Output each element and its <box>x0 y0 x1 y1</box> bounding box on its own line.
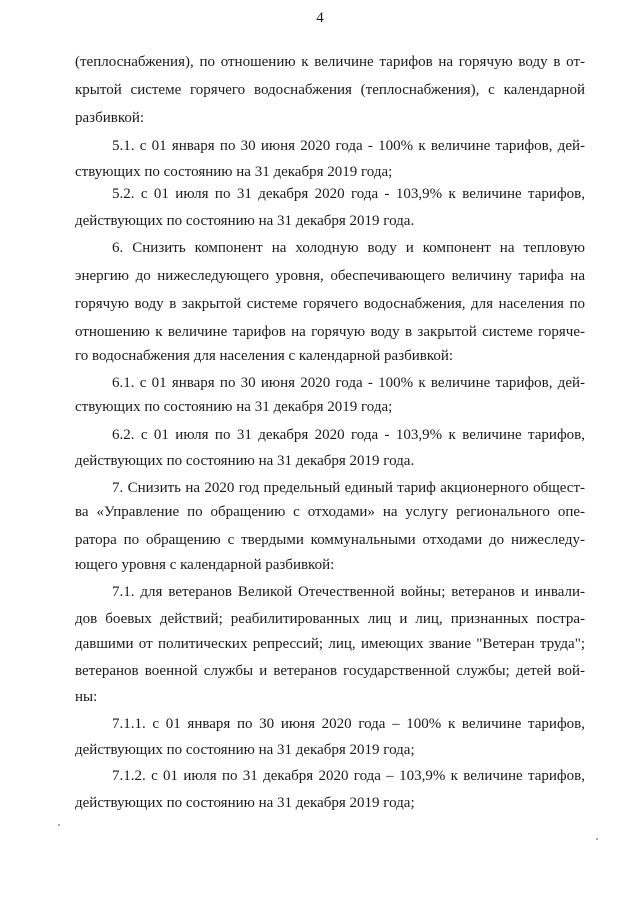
text-line: ва «Управление по обращению с отходами» на услугу регионального опе- <box>75 504 585 520</box>
text-line: 7. Снизить на 2020 год предельный единый тариф акционерного общест- <box>112 480 585 496</box>
text-line: ратора по обращению с твердыми коммунальными отходами до нижеследу- <box>75 532 585 548</box>
text-line: ющего уровня с календарной разбивкой: <box>75 557 335 573</box>
text-line: энергию до нижеследующего уровня, обеспечивающего величину тарифа на <box>75 268 585 284</box>
text-line: 5.1. с 01 января по 30 июня 2020 года - 100% к величине тарифов, дей- <box>112 138 585 154</box>
text-line: ствующих по состоянию на 31 декабря 2019 года; <box>75 399 393 415</box>
text-line: ны: <box>75 689 98 705</box>
text-line: действующих по состоянию на 31 декабря 2019 года. <box>75 213 415 229</box>
text-line: го водоснабжения для населения с календарной разбивкой: <box>75 348 454 364</box>
text-line: разбивкой: <box>75 110 145 126</box>
text-line: отношению к величине тарифов на горячую воду в закрытой системе горяче- <box>75 324 585 340</box>
text-line: 7.1.1. с 01 января по 30 июня 2020 года – 100% к величине тарифов, <box>112 716 585 732</box>
text-line: 7.1. для ветеранов Великой Отечественной войны; ветеранов и инвали- <box>112 584 585 600</box>
page-number: 4 <box>316 10 324 26</box>
text-line: 6. Снизить компонент на холодную воду и компонент на тепловую <box>112 240 585 256</box>
text-line: 6.2. с 01 июля по 31 декабря 2020 года - 103,9% к величине тарифов, <box>112 427 585 443</box>
text-line: крытой системе горячего водоснабжения (теплоснабжения), с календарной <box>75 82 585 98</box>
text-line: 7.1.2. с 01 июля по 31 декабря 2020 года – 103,9% к величине тарифов, <box>112 768 585 784</box>
scan-speck <box>58 824 60 826</box>
text-line: дов боевых действий; реабилитированных лиц и лиц, признанных постра- <box>75 611 585 627</box>
scan-speck <box>596 838 598 840</box>
text-line: 6.1. с 01 января по 30 июня 2020 года - 100% к величине тарифов, дей- <box>112 375 585 391</box>
text-line: (теплоснабжения), по отношению к величине тарифов на горячую воду в от- <box>75 54 585 70</box>
text-line: 5.2. с 01 июля по 31 декабря 2020 года - 103,9% к величине тарифов, <box>112 186 585 202</box>
text-line: действующих по состоянию на 31 декабря 2019 года. <box>75 453 415 469</box>
text-line: ствующих по состоянию на 31 декабря 2019 года; <box>75 164 393 180</box>
text-line: действующих по состоянию на 31 декабря 2019 года; <box>75 795 415 811</box>
text-line: горячую воду в закрытой системе горячего водоснабжения, для населения по <box>75 296 585 312</box>
text-line: давшими от политических репрессий; лиц, имеющих звание "Ветеран труда"; <box>75 636 585 652</box>
text-line: ветеранов военной службы и ветеранов государственной службы; детей вой- <box>75 663 585 679</box>
text-line: действующих по состоянию на 31 декабря 2019 года; <box>75 742 415 758</box>
